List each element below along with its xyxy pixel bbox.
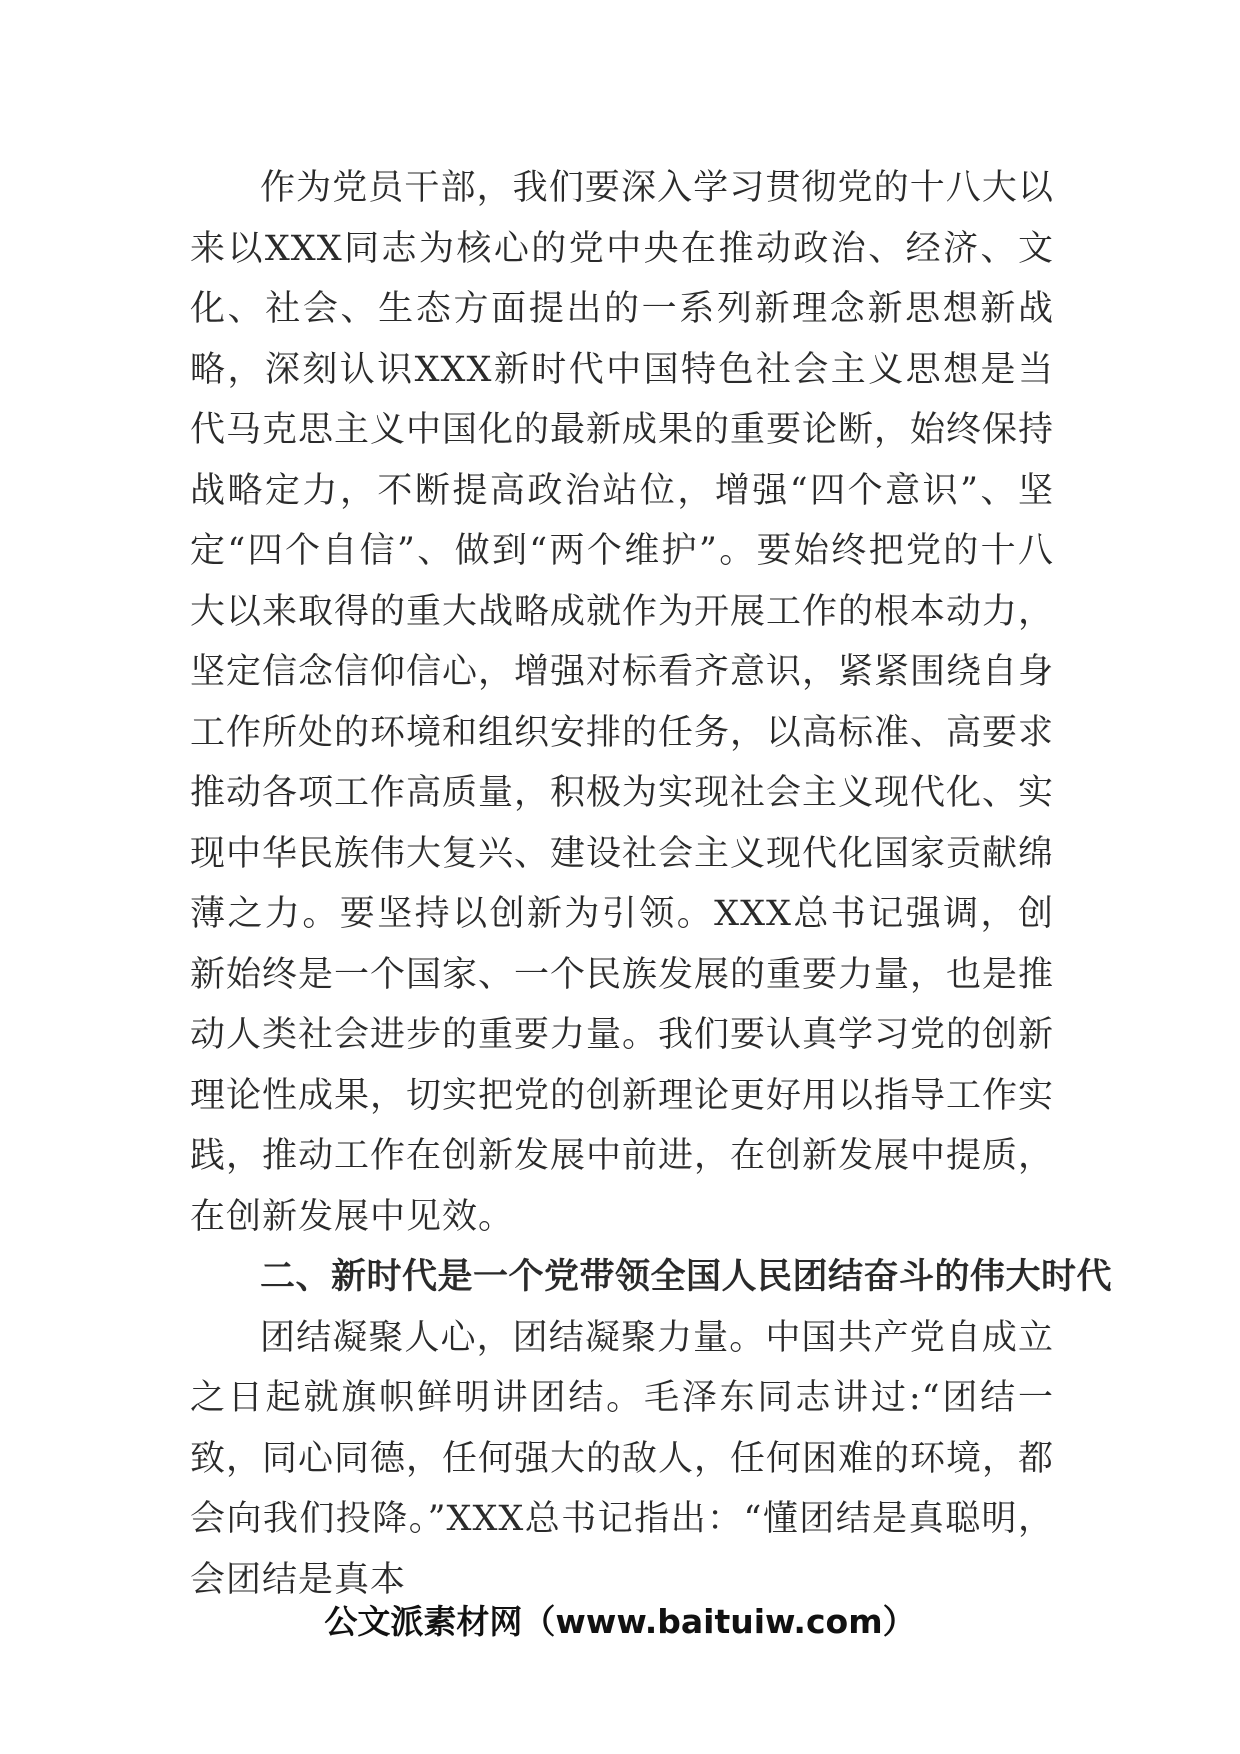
document-body — [190, 158, 1113, 1610]
paragraph-1: 作为党员干部，我们要深入学习贯彻党的十八大以来以XXX同志为核心的党中央在推动政治、经济、文化、社会、生态方面提出的一系列新理念新思想新战略，深刻认识XXX新时代中国特色社会主义思想是当代马克思主义中国化的最新成果的重要论断，始终保持战略定力，不断提高政治站位，增强“四个意识”、坚定“四个自信”、做到“两个维护”。要始终把党的十八大以来取得的重大战略成就作为开展工作的根本动力，坚定信念信仰信心，增强对标看齐意识，紧紧围绕自身工作所处的环境和组织安排的任务，以高标准、高要求推动各项工作高质量，积极为实现社会主义现代化、实现中华民族伟大复兴、建设社会主义现代化国家贡献绵薄之力。要坚持以创新为引领。XXX总书记强调，创新始终是一个国家、一个民族发展的重要力量，也是推动人类社会进步的重要力量。我们要认真学习党的创新理论性成果，切实把党的创新理论更好用以指导工作实践，推动工作在创新发展中前进，在创新发展中提质，在创新发展中见效。 — [190, 168, 1055, 1237]
footer-watermark: 公文派素材网（www.baituiw.com） — [324, 1602, 916, 1641]
section-heading: 二、新时代是一个党带领全国人民团结奋斗的伟大时代 — [260, 1257, 1113, 1297]
paragraph-2: 团结凝聚人心，团结凝聚力量。中国共产党自成立之日起就旗帜鲜明讲团结。毛泽东同志讲过:“团结一致，同心同德，任何强大的敌人，任何困难的环境，都会向我们投降。”XXX总书记指出：“懂团结是真聪明，会团结是真本 — [190, 1317, 1055, 1600]
